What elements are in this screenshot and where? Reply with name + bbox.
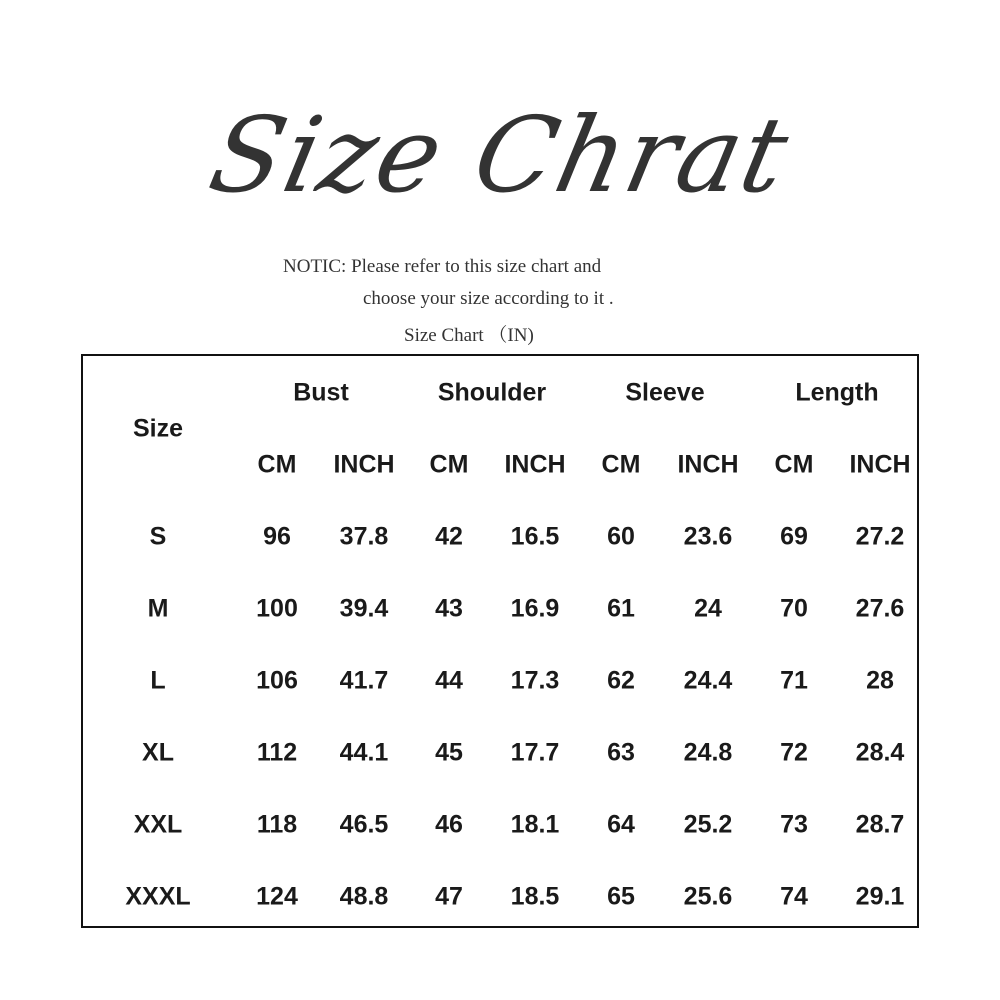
table-cell: 17.3: [510, 666, 560, 695]
group-header-sleeve: Sleeve: [625, 378, 705, 407]
table-cell: 41.7: [339, 666, 389, 695]
unit-header-cm: CM: [257, 450, 297, 479]
table-cell: 25.2: [683, 810, 733, 839]
table-cell: 24.4: [683, 666, 733, 695]
table-cell: 106: [256, 666, 298, 695]
unit-header-inch: INCH: [677, 450, 739, 479]
table-cell: 42: [435, 522, 463, 551]
table-cell: 73: [780, 810, 808, 839]
table-cell: 74: [780, 882, 808, 911]
table-cell: 71: [780, 666, 808, 695]
unit-header-cm: CM: [774, 450, 814, 479]
unit-header-inch: INCH: [333, 450, 395, 479]
table-cell: 29.1: [855, 882, 905, 911]
table-cell: 47: [435, 882, 463, 911]
unit-header-cm: CM: [429, 450, 469, 479]
table-cell: 24: [694, 594, 722, 623]
notice-line-1: NOTIC: Please refer to this size chart and: [283, 256, 602, 277]
table-cell: 96: [263, 522, 291, 551]
table-cell: 39.4: [339, 594, 389, 623]
table-cell: 16.9: [510, 594, 560, 623]
table-cell: 44.1: [339, 738, 389, 767]
table-cell: 24.8: [683, 738, 733, 767]
table-cell: 25.6: [683, 882, 733, 911]
table-cell: 18.5: [510, 882, 560, 911]
table-cell: 46.5: [339, 810, 389, 839]
table-cell: 65: [607, 882, 635, 911]
table-cell: 46: [435, 810, 463, 839]
table-cell: 118: [256, 810, 298, 839]
table-cell: 28.4: [855, 738, 905, 767]
table-cell: 100: [256, 594, 298, 623]
table-cell: 16.5: [510, 522, 560, 551]
size-label-xxl: XXL: [133, 810, 183, 839]
table-cell: 112: [256, 738, 298, 767]
table-cell: 17.7: [510, 738, 560, 767]
group-header-shoulder: Shoulder: [437, 378, 547, 407]
table-cell: 28: [866, 666, 894, 695]
size-column-header: Size: [132, 414, 184, 443]
table-cell: 23.6: [683, 522, 733, 551]
table-cell: 44: [435, 666, 463, 695]
table-cell: 27.2: [855, 522, 905, 551]
page-title: Size Chrat: [200, 94, 800, 216]
notice-line-2: choose your size according to it .: [363, 288, 614, 309]
unit-header-inch: INCH: [504, 450, 566, 479]
table-cell: 64: [607, 810, 635, 839]
table-cell: 63: [607, 738, 635, 767]
size-table: [81, 354, 919, 928]
group-header-length: Length: [795, 378, 879, 407]
size-label-xxxl: XXXL: [125, 882, 191, 911]
table-cell: 60: [607, 522, 635, 551]
size-label-s: S: [149, 522, 167, 551]
unit-header-inch: INCH: [849, 450, 911, 479]
table-cell: 72: [780, 738, 808, 767]
group-header-bust: Bust: [293, 378, 349, 407]
size-label-xl: XL: [142, 738, 174, 767]
table-cell: 62: [607, 666, 635, 695]
table-cell: 61: [607, 594, 635, 623]
table-cell: 45: [435, 738, 463, 767]
size-label-l: L: [150, 666, 166, 695]
table-cell: 69: [780, 522, 808, 551]
size-label-m: M: [147, 594, 169, 623]
table-cell: 70: [780, 594, 808, 623]
unit-header-cm: CM: [601, 450, 641, 479]
table-cell: 18.1: [510, 810, 560, 839]
table-cell: 43: [435, 594, 463, 623]
table-cell: 28.7: [855, 810, 905, 839]
table-cell: 124: [256, 882, 298, 911]
notice-line-3: Size Chart （IN): [404, 325, 534, 346]
table-cell: 27.6: [855, 594, 905, 623]
table-cell: 48.8: [339, 882, 389, 911]
table-cell: 37.8: [339, 522, 389, 551]
